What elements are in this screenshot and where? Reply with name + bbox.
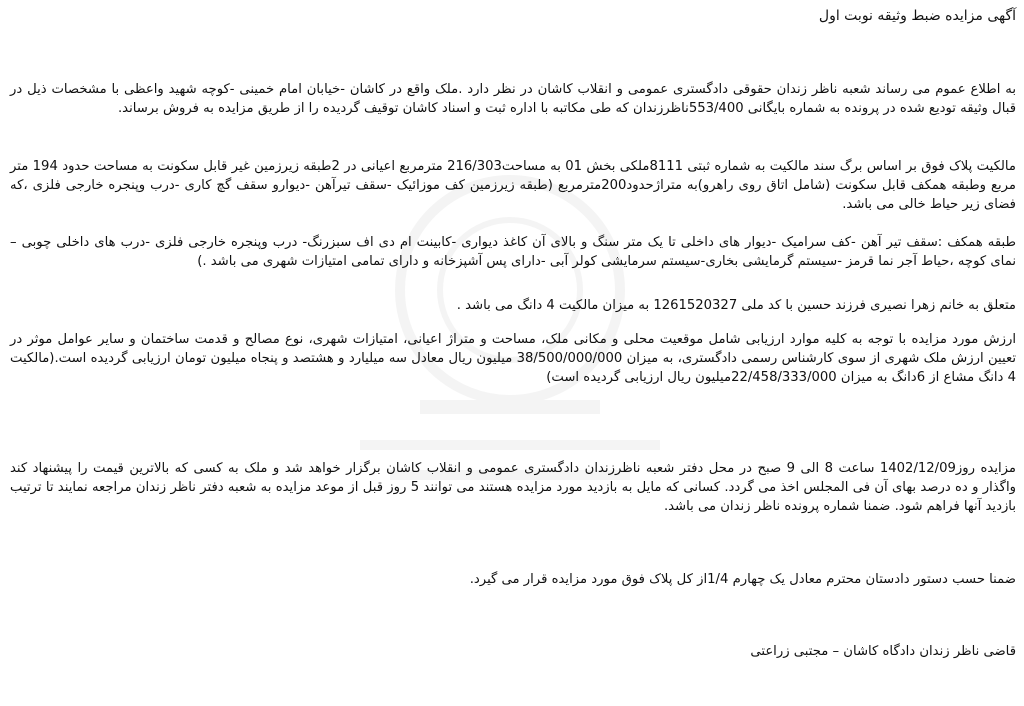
notice-signature: قاضی ناظر زندان دادگاه کاشان – مجتبی زراعتی xyxy=(750,644,1016,659)
notice-paragraph-valuation: ارزش مورد مزایده با توجه به کلیه موارد ارزیابی شامل موقعیت محلی و مکانی ملک، مساحت و متراژ اعیانی، امتیازات شهری، نوع مصالح و قدمت ساختمان و سایر عوامل موثر در تعیین ارزش ملک شهری از سوی کارشناس رسمی دادگستری، به میزان 38/500/000/000 میلیون ریال معادل سه میلیارد و هشتصد و پنجاه میلیون تومان ارزیابی گردیده است.(مالکیت 4 دانگ مشاع از 6دانگ به میزان 22/458/333/000میلیون ریال ارزیابی گردیده است) xyxy=(10,332,1016,385)
notice-title: آگهی مزایده ضبط وثیقه نوبت اول xyxy=(818,8,1016,24)
notice-paragraph-quarter-share: ضمنا حسب دستور دادستان محترم معادل یک چهارم 1/4از کل پلاک فوق مورد مزایده قرار می گیرد. xyxy=(469,572,1016,587)
notice-paragraph-ground-floor: طبقه همکف :سقف تیر آهن -کف سرامیک -دیوار های داخلی تا یک متر سنگ و بالای آن کاغذ دیواری -کابینت ام دی اف سبزرنگ- درب وپنجره خارجی فلزی -درب های داخلی چوبی – نمای کوچه ،حیاط آجر نما قرمز -سیستم گرمایشی بخاری-سیستم سرمایشی کولر آبی -دارای پس آشپزخانه و دارای تمامی امتیازات شهری می باشد .) xyxy=(10,235,1016,269)
notice-paragraph-intro: به اطلاع عموم می رساند شعبه ناظر زندان حقوقی دادگستری عمومی و انقلاب کاشان در نظر دارد .ملک واقع در کاشان -خیابان امام خمینی -کوچه شهید واعظی با مشخصات ذیل در قبال وثیقه تودیع شده در پرونده به شماره بایگانی 553/400ناظرزندان که طی مکاتبه با اداره ثبت و اسناد کاشان توقیف گردیده را از طریق مزایده به فروش برساند. xyxy=(10,82,1016,116)
notice-paragraph-auction-date: مزایده روز1402/12/09 ساعت 8 الی 9 صبح در محل دفتر شعبه ناظرزندان دادگستری عمومی و انقلاب کاشان برگزار خواهد شد و ملک به کسی که بالاترین قیمت را پیشنهاد کند واگذار و ده درصد بهای آن فی المجلس اخذ می گردد. کسانی که مایل به بازدید مورد مزایده هستند می توانند 5 روز قبل از موعد مزایده به شعبه دفتر ناظر زندان مراجعه نمایند تا ترتیب بازدید آنها فراهم شود. ضمنا شماره پرونده ناظر زندان می باشد. xyxy=(10,461,1016,514)
notice-paragraph-property: مالکیت پلاک فوق بر اساس برگ سند مالکیت به شماره ثبتی 8111ملکی بخش 01 به مساحت216/303 مترمربع اعیانی در 2طبقه زیرزمین غیر قابل سکونت به مساحت حدود 194 متر مربع وطبقه همکف قابل سکونت (شامل اتاق روی راهرو)به متراژحدود200مترمربع (طبقه زیرزمین کف موزائیک -سقف تیرآهن -دیوارو سقف گچ کاری -درب وپنجره خارجی فلزی ،که فضای زیر حیاط خالی می باشد. xyxy=(10,159,1016,212)
notice-paragraph-owner: متعلق به خانم زهرا نصیری فرزند حسین با کد ملی 1261520327 به میزان مالکیت 4 دانگ می باشد . xyxy=(456,298,1016,313)
